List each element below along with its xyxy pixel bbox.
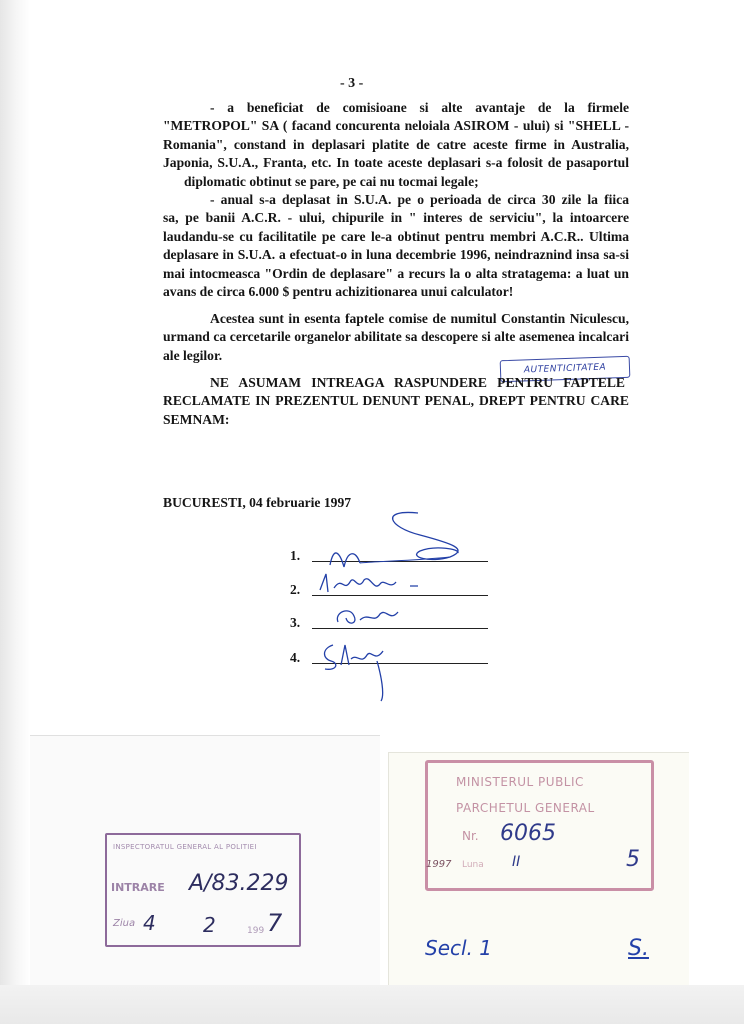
stamp-left-registration-number: A/83.229 [189, 871, 289, 896]
stamp-left-header: INSPECTORATUL GENERAL AL POLITIEI [113, 843, 257, 851]
signature-number: 2. [290, 582, 301, 597]
handwritten-note-autenticitatea: AUTENTICITATEA [500, 356, 631, 383]
para2-line-3: laudandu-se cu facilitatile pe care le-a obtinut pentru membri A.C.R.. Ultima [163, 228, 629, 244]
page-number: - 3 - [340, 76, 364, 91]
para1-line-1: - a beneficiat de comisioane si alte avantaje de la firmele [210, 100, 629, 115]
para4-line-1: NE ASUMAM INTREAGA RASPUNDERE PENTRU FAPTELE [210, 375, 625, 390]
signature-line-3 [290, 615, 300, 631]
paragraph-2 [163, 191, 629, 301]
stamp-right-month: II [512, 854, 521, 870]
para3-line-3: ale legilor. [163, 347, 223, 363]
para2-line-6: avans de circa 6.000 $ pentru achizitionarea unui calculator! [163, 284, 514, 300]
para3-line-2: urmand ca cercetarile organelor abilitate sa descopere si alte asemenea incalcari [163, 329, 629, 345]
stamp-left-ziua-label: Ziua [113, 918, 136, 929]
stamp-left-day: 4 [143, 911, 156, 935]
signature-1-scribble [300, 505, 480, 575]
signature-number: 4. [290, 650, 301, 665]
paragraph-3 [163, 310, 629, 365]
para4-line-3: SEMNAM: [163, 411, 230, 427]
signature-3-scribble [330, 600, 430, 630]
para2-line-5: mai intocmeasca "Ordin de deplasare" a recurs la o alta stratagema: a luat un [163, 265, 629, 281]
signature-number: 1. [290, 548, 301, 563]
para1-line-5: diplomatic obtinut se pare, pe cai nu tocmai legale; [184, 173, 479, 189]
bottom-scan-edge [0, 985, 744, 1024]
para1-line-4: Japonia, S.U.A., Franta, etc. In toate aceste deplasari s-a folosit de pasaportul [163, 155, 629, 171]
stamp-left-month: 2 [203, 913, 216, 937]
para1-line-2: "METROPOL" SA ( facand concurenta neloiala ASIROM - ului) si "SHELL - [163, 118, 629, 134]
stamp-left-year-hand: 7 [267, 909, 283, 937]
stamp-right-line1: MINISTERUL PUBLIC [456, 775, 584, 789]
stamp-right-day: 5 [626, 847, 640, 872]
paragraph-4 [163, 374, 629, 429]
signature-line-4 [290, 650, 300, 666]
para2-line-1: - anual s-a deplasat in S.U.A. pe o perioada de circa 30 zile la fiica [210, 192, 629, 207]
stamp-right-line2: PARCHETUL GENERAL [456, 801, 595, 815]
place-date: BUCURESTI, 04 februarie 1997 [163, 495, 352, 510]
stamp-left-year-print: 199 [247, 926, 265, 936]
stamp-left-intrare-label: INTRARE [111, 881, 165, 894]
para1-line-3: Romania", constand in deplasari platite de catre aceste firme in Australia, [163, 136, 629, 152]
para2-line-2: sa, pe banii A.C.R. - ului, chipurile in " interes de serviciu", la intoarcere [163, 210, 629, 226]
signature-4-scribble [315, 635, 405, 705]
paragraph-1 [163, 99, 629, 191]
signature-number: 3. [290, 615, 301, 630]
bottom-note-left: Secl. 1 [425, 936, 492, 960]
stamp-right-nr-label: Nr. [462, 829, 479, 843]
para3-line-1: Acestea sunt in esenta faptele comise de numitul Constantin Niculescu, [210, 311, 629, 326]
stamp-right-year: 1997 [426, 859, 452, 870]
para4-line-2: RECLAMATE IN PREZENTUL DENUNT PENAL, DREPT PENTRU CARE [163, 393, 629, 409]
signature-line-1 [290, 548, 300, 564]
stamp-right-number: 6065 [500, 821, 556, 846]
bottom-note-right: S. [628, 936, 649, 961]
stamp-right-luna-label: Luna [462, 860, 484, 870]
signature-2-scribble [314, 568, 454, 598]
stamp-parchetul-general [425, 760, 654, 891]
signature-line-2 [290, 582, 300, 598]
para2-line-4: deplasare in S.U.A. a efectuat-o in luna decembrie 1996, neindraznind insa sa-si [163, 247, 629, 263]
page-edge-shadow [0, 0, 30, 1024]
stamp-inspectorat [105, 833, 301, 947]
